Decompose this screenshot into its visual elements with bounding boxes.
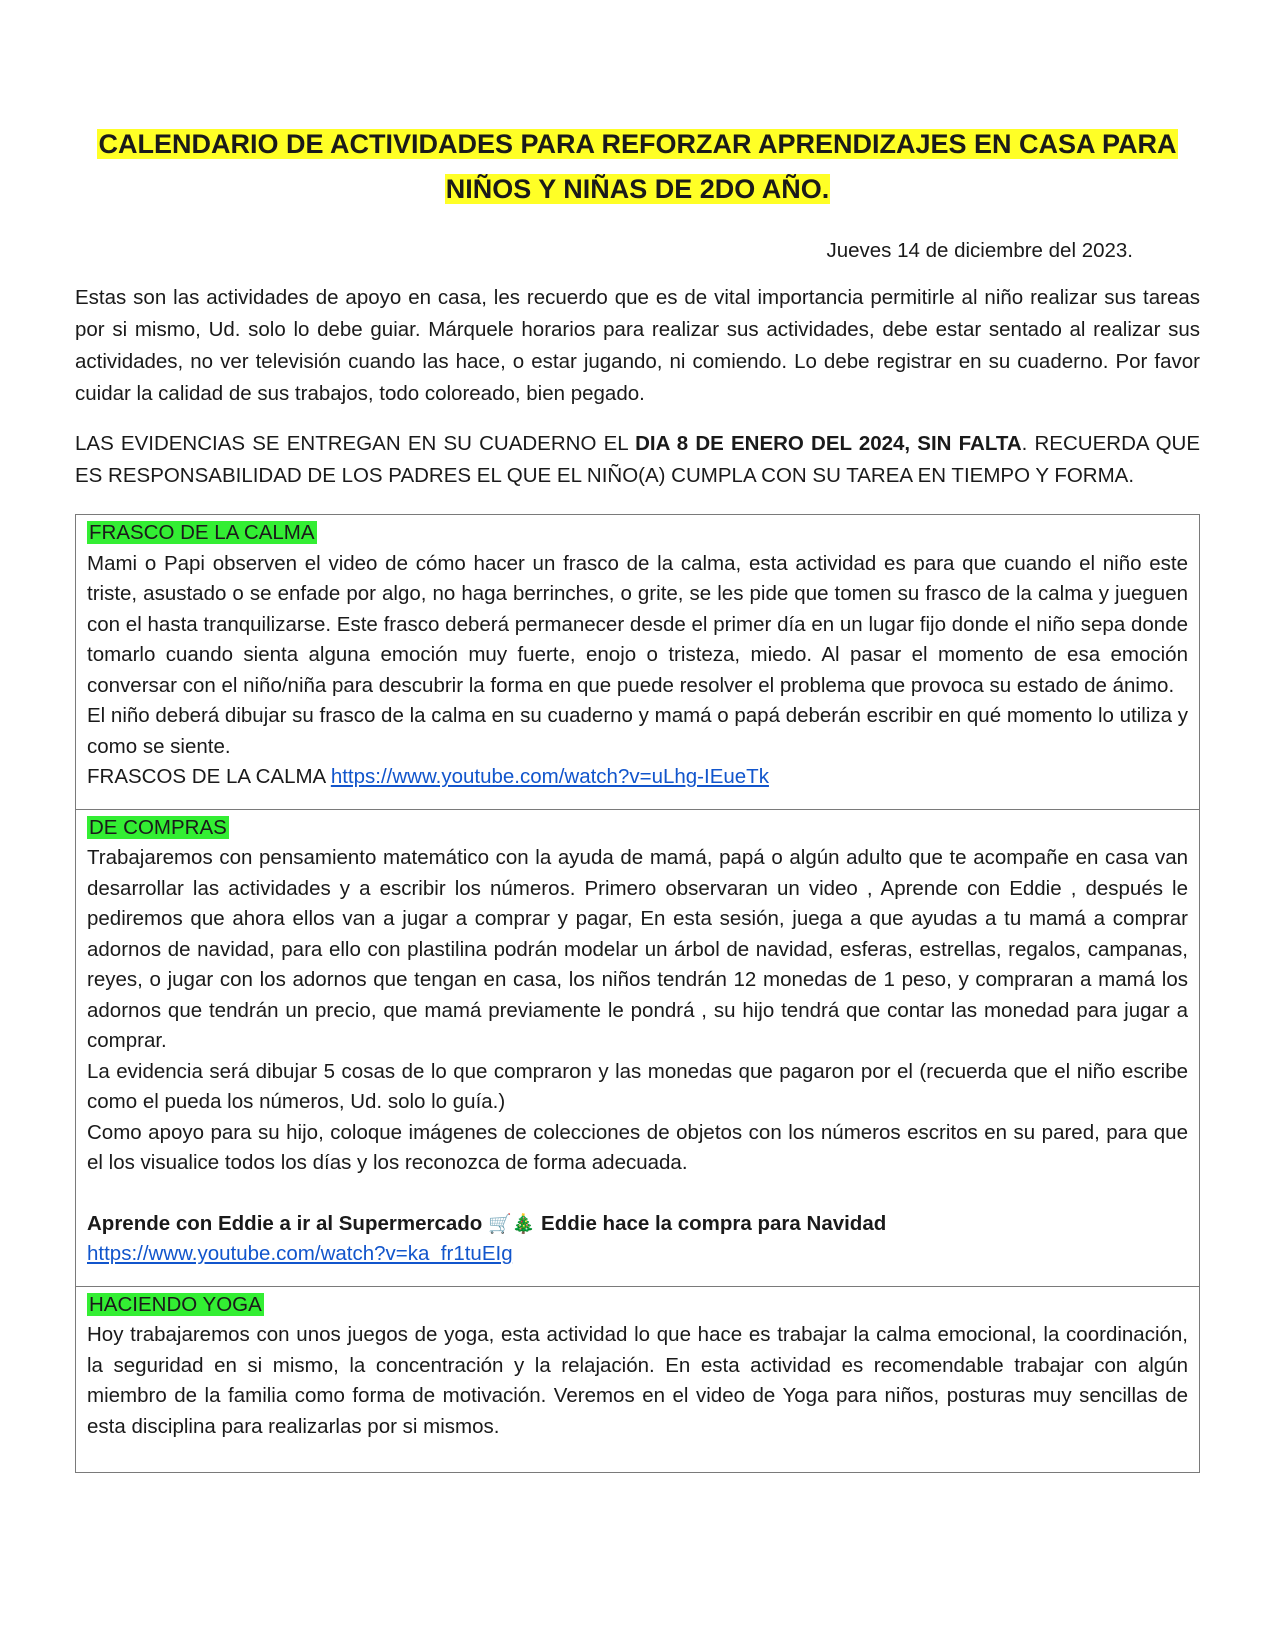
activity-compras-video-title: [87, 1209, 1188, 1240]
activity-row-calma: [76, 515, 1200, 810]
document-title: [76, 122, 1199, 212]
activity-row-yoga: [76, 1286, 1200, 1473]
video-title-part-a: Aprende con Eddie a ir al Supermercado: [87, 1211, 489, 1235]
activity-heading-compras: DE COMPRAS: [89, 815, 227, 839]
activity-row-compras: [76, 809, 1200, 1286]
activities-table: [75, 514, 1200, 1473]
title-line-2: NIÑOS Y NIÑAS DE 2DO AÑO.: [445, 174, 830, 204]
activity-cell-yoga: [76, 1286, 1200, 1473]
activity-compras-paragraph-1: Trabajaremos con pensamiento matemático con la ayuda de mamá, papá o algún adulto que te acompañe en casa van desarrollar las actividades y a escribir los números. Primero observaran un video , Aprende con Eddie , después le pediremos que ahora ellos van a jugar a comprar y pagar, En esta sesión, juega a que ayudas a tu mamá a comprar adornos de navidad, para ello con plastilina podrán modelar un árbol de navidad, esferas, estrellas, regalos, campanas, reyes, o jugar con los adornos que tengan en casa, los niños tendrán 12 monedas de 1 peso, y compraran a mamá los adornos que tendrán un precio, que mamá previamente le pondrá , su hijo tendrá que contar las monedad para jugar a comprar.: [87, 846, 1188, 1052]
document-date: Jueves 14 de diciembre del 2023.: [826, 239, 1133, 262]
activity-calma-link-line: [87, 762, 1188, 793]
evidence-text-before: LAS EVIDENCIAS SE ENTREGAN EN SU CUADERNO EL: [75, 432, 636, 455]
activity-cell-compras: [76, 809, 1200, 1286]
title-line-1: CALENDARIO DE ACTIVIDADES PARA REFORZAR APRENDIZAJES EN CASA PARA: [98, 129, 1177, 159]
video-title-part-b: Eddie hace la compra para Navidad: [535, 1211, 887, 1235]
spacer: [87, 1179, 1188, 1209]
intro-paragraph: Estas son las actividades de apoyo en casa, les recuerdo que es de vital importancia permitirle al niño realizar sus tareas por si mismo, Ud. solo lo debe guiar. Márquele horarios para realizar sus actividades, debe estar sentado al realizar sus actividades, no ver televisión cuando las hace, o estar jugando, ni comiendo. Lo debe registrar en su cuaderno. Por favor cuidar la calidad de sus trabajos, todo coloreado, bien pegado.: [75, 286, 1200, 405]
evidence-text-after: . RECUERDA QUE ES RESPONSABILIDAD DE LOS PADRES EL QUE EL NIÑO(A) CUMPLA CON SU TAREA EN TIEMPO Y FORMA.: [75, 432, 1200, 487]
activity-yoga-paragraph-1: Hoy trabajaremos con unos juegos de yoga, esta actividad lo que hace es trabajar la calma emocional, la coordinación, la seguridad en si mismo, la concentración y la relajación. En esta actividad es recomendable trabajar con algún miembro de la familia como forma de motivación. Veremos en el video de Yoga para niños, posturas muy sencillas de esta disciplina para realizarlas por si mismos.: [87, 1323, 1188, 1438]
cart-tree-emoji-icon: 🛒🎄: [488, 1212, 536, 1235]
activity-calma-video-link[interactable]: https://www.youtube.com/watch?v=uLhg-IEueTk: [330, 765, 769, 788]
activity-compras-video-link[interactable]: https://www.youtube.com/watch?v=ka_fr1tuEIg: [87, 1242, 513, 1265]
activity-heading-calma: FRASCO DE LA CALMA: [89, 521, 315, 544]
activity-calma-link-label: FRASCOS DE LA CALMA: [87, 765, 331, 788]
activity-calma-paragraph-2: El niño deberá dibujar su frasco de la calma en su cuaderno y mamá o papá deberán escribir en qué momento lo utiliza y como se siente.: [87, 704, 1188, 758]
activity-heading-yoga: HACIENDO YOGA: [89, 1292, 262, 1316]
evidence-deadline: DIA 8 DE ENERO DEL 2024, SIN FALTA: [635, 432, 1022, 455]
activity-compras-paragraph-3: Como apoyo para su hijo, coloque imágenes de colecciones de objetos con los números escritos en su pared, para que el los visualice todos los días y los reconozca de forma adecuada.: [87, 1120, 1188, 1174]
activity-calma-paragraph-1: Mami o Papi observen el video de cómo hacer un frasco de la calma, esta actividad es para que cuando el niño este triste, asustado o se enfade por algo, no haga berrinches, o grite, se les pide que tomen su frasco de la calma y jueguen con el hasta tranquilizarse. Este frasco deberá permanecer desde el primer día en un lugar fijo donde el niño sepa donde tomarlo cuando sienta alguna emoción muy fuerte, enojo o tristeza, miedo. Al pasar el momento de esa emoción conversar con el niño/niña para descubrir la forma en que puede resolver el problema que provoca su estado de ánimo.: [87, 551, 1188, 697]
activity-cell-calma: [76, 515, 1200, 810]
evidence-paragraph: [75, 428, 1200, 492]
activity-compras-paragraph-2: La evidencia será dibujar 5 cosas de lo que compraron y las monedas que pagaron por el (recuerda que el niño escribe como el pueda los números, Ud. solo lo guía.): [87, 1059, 1188, 1113]
